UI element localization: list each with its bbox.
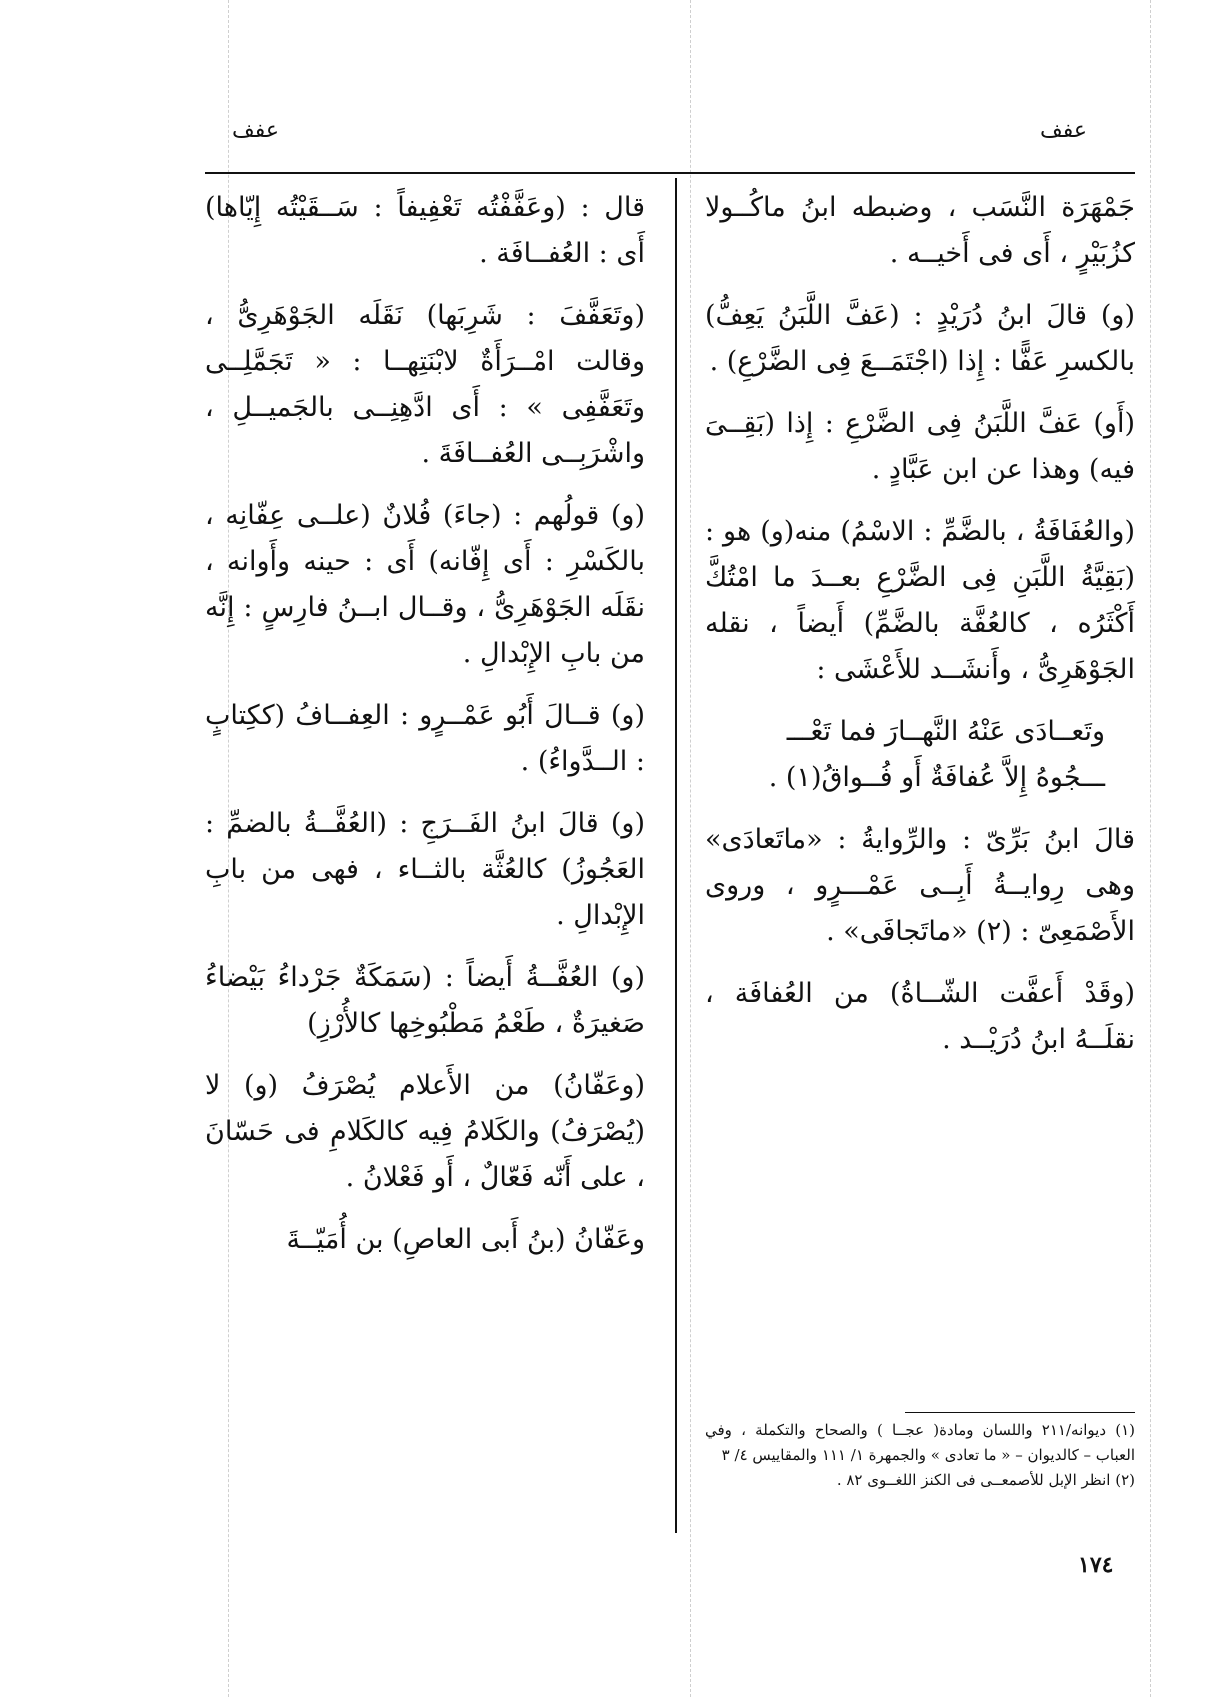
header-rule — [205, 172, 1135, 174]
entry-paragraph: (و) قالَ ابنُ الفَــرَجِ : (العُفَّــةُ بالضمِّ : العَجُوزُ) كالعُثَّة بالثــاء ، فهى من بابِ الإِبْدالِ . — [205, 808, 645, 931]
entry-paragraph: قال : (وعَفَّفْتُه تَعْفِيفاً : سَــقَيْتُه إِيّاها) أَى : العُفــافَة . — [205, 192, 645, 269]
column-divider — [675, 178, 677, 1533]
running-head-left: عفف — [232, 118, 280, 143]
scan-guide-line — [690, 0, 691, 1697]
entry-paragraph: (و) العُفَّــةُ أَيضاً : (سَمَكَةٌ جَرْداءُ بَيْضاءُ صَغيرَةٌ ، طَعْمُ مَطْبُوخِها كالأُرْزِ) — [205, 962, 645, 1039]
left-column — [205, 185, 645, 1279]
entry-paragraph: (أَو) عَفَّ اللَّبَنُ فِى الضَّرْعِ : إِذا (بَقِــىَ فيه) وهذا عن ابن عَبَّادٍ . — [705, 408, 1135, 485]
entry-paragraph: (و) قولُهم : (جاءَ) فُلانٌ (علــى عِفّانِه ، بالكَسْرِ : أَى إِفّانه) أَى : حينه وأَوانه ، نقَلَه الجَوْهَرِىُّ ، وقــال ابــنُ فارِسٍ : إِنَّه من بابِ الإِبْدالِ . — [205, 500, 645, 669]
entry-paragraph: (والعُفَافَةُ ، بالضَّمِّ : الاسْمُ) منه(و) هو : (بَقِيَّةُ اللَّبَنِ فِى الضَّرْعِ بعــدَ ما امْتُكَّ أَكْثَرُه ، كالعُفَّة بالضَّمِّ) أَيضاً ، نقله الجَوْهَرِىُّ ، وأَنشَــد للأَعْشَى : — [705, 516, 1135, 685]
footnote: (١) ديوانه/٢١١ واللسان ومادة( عجــا ) والصحاح والتكملة ، وفي العباب – كالديوان – « ما تعادى » والجمهرة ١/ ١١١ والمقاييس ٤/ ٣ — [705, 1421, 1135, 1464]
footnote: (٢) انظر الإبل للأصمعــى فى الكنز اللغــوى ٨٢ . — [836, 1471, 1135, 1489]
entry-paragraph: وعَفّانُ (بنُ أَبى العاصِ) بن أُمَيّــةَ — [286, 1224, 645, 1255]
verse-line: وتَعــادَى عَنْهُ النَّهــارَ فما تَعْـــ — [786, 716, 1105, 747]
entry-paragraph: (وعَفّانُ) من الأَعلام يُصْرَفُ (و) لا (يُصْرَفُ) والكَلامُ فِيه كالكَلامِ فى حَسّانَ ، على أَنّه فَعّالٌ ، أَو فَعْلانُ . — [205, 1070, 645, 1193]
right-column — [705, 185, 1135, 1079]
scan-guide-line — [1150, 0, 1151, 1697]
page-number: ١٧٤ — [1078, 1552, 1114, 1578]
entry-paragraph: (وقَدْ أَعفَّت الشّــاةُ) من العُفافَة ، نقلَــهُ ابنُ دُرَيْــد . — [705, 978, 1135, 1055]
poetry-verse — [705, 709, 1135, 801]
entry-paragraph: (وتَعَفَّفَ : شَرِبَها) نَقَلَه الجَوْهَرِىُّ ، وقالت امْــرَأَةٌ لابْنَتِهــا : « تَجَمَّلِــى وتَعَفَّفِى » : أَى ادَّهِنِــى بالجَميــلِ ، واشْرَبِــى العُفــافَةَ . — [205, 300, 645, 469]
entry-paragraph: (و) قــالَ أَبُو عَمْــرٍو : العِفــافُ (ككِتابٍ : الــدَّواءُ) . — [205, 700, 645, 777]
verse-line: ـــجُوهُ إِلاَّ عُفافَةٌ أَو فُــواقُ(١) . — [768, 762, 1105, 793]
entry-paragraph: (و) قالَ ابنُ دُرَيْدٍ : (عَفَّ اللَّبَنُ يَعِفُّ) بالكسرِ عَفًّا : إِذا (اجْتَمَــعَ فِى الضَّرْعِ) . — [705, 300, 1135, 377]
entry-paragraph: قالَ ابنُ بَرِّىّ : والرِّوايةُ : «ماتَعادَى» وهى رِوايــةُ أَبِــى عَمْـــرٍو ، وروى الأَصْمَعِىّ : (٢) «ماتَجافَى» . — [705, 824, 1135, 947]
running-head-right: عفف — [1040, 118, 1088, 143]
footnote-rule — [905, 1412, 1135, 1413]
entry-paragraph: جَمْهَرَة النَّسَب ، وضبطه ابنُ ماكُــولا كزُبَيْرٍ ، أَى فى أَخيــه . — [705, 192, 1135, 269]
footnotes — [705, 1418, 1135, 1493]
